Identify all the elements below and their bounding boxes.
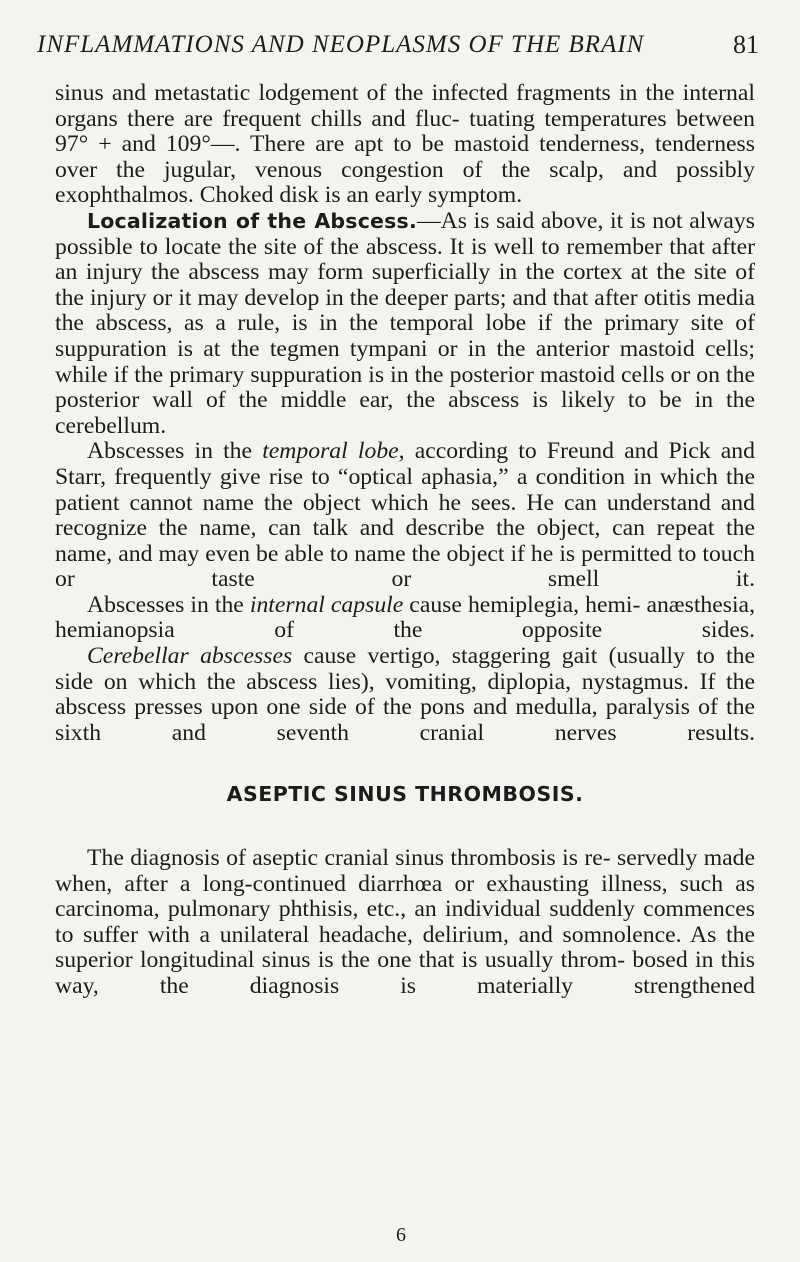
- paragraph-aseptic-thrombosis: The diagnosis of aseptic cranial sinus thrombosis is re- servedly made when, after a long-continued diarrhœa or exhausting illness, such as carcinoma, pulmonary phthisis, etc., an individual suddenly commences to suffer with a unilateral headache, delirium, and somnolence. As the superior longitudinal sinus is the one that is usually throm- bosed in this way, the diagnosis is materially strengthened: [55, 845, 755, 999]
- side-heading: Localization of the Abscess.: [87, 208, 417, 233]
- paragraph-text: —As is said above, it is not always possible to locate the site of the abscess. It is well to remember that after an injury the abscess may form superficially in the cortex at the site of the injury or it may develop in the deeper parts; and that after otitis media the abscess, as a rule, is in the temporal lobe if the primary site of suppuration is at the tegmen tympani or in the anterior mastoid cells; while if the primary suppuration is in the posterior mastoid cells or on the posterior wall of the middle ear, the abscess is likely to be in the cerebellum.: [55, 207, 755, 439]
- italic-term: internal capsule: [249, 591, 404, 618]
- italic-term: Cerebellar abscesses: [87, 643, 293, 670]
- body-text: [55, 81, 755, 1000]
- signature-mark: 6: [396, 1224, 406, 1246]
- paragraph-internal-capsule: [55, 593, 755, 644]
- paragraph-text: cause hemiplegia, hemi- anæsthesia, hemianopsia of the opposite sides.: [55, 591, 755, 644]
- paragraph-continuation: sinus and metastatic lodgement of the infected fragments in the internal organs there are frequent chills and fluc- tuating temperatures between 97° + and 109°—. There are apt to be mastoid tenderness, tenderness over the jugular, venous congestion of the scalp, and possibly exophthalmos. Choked disk is an early symptom.: [55, 80, 755, 209]
- paragraph-cerebellar: [55, 644, 755, 746]
- page-number: 81: [733, 30, 759, 59]
- paragraph-text: Abscesses in the: [87, 591, 250, 618]
- paragraph-text: according to Freund and Pick and Starr, frequently give rise to “optical aphasia,” a condition in which the patient cannot name the object which he sees. He can understand and recognize the name, can talk and describe the object, can repeat the name, and may even be able to name the object if he is permitted to touch or taste or smell it.: [55, 438, 755, 593]
- paragraph-localization: [55, 209, 755, 439]
- paragraph-temporal-lobe: [55, 439, 755, 593]
- italic-term: temporal lobe,: [262, 438, 405, 465]
- paragraph-text: Abscesses in the: [87, 438, 263, 465]
- running-head: INFLAMMATIONS AND NEOPLASMS OF THE BRAIN: [37, 31, 645, 58]
- paragraph-text: cause vertigo, staggering gait (usually to the side on which the abscess lies), vomiting, diplopia, nystagmus. If the abscess presses upon one side of the pons and medulla, paralysis of the sixth and seventh cranial nerves results.: [55, 643, 755, 746]
- section-heading: ASEPTIC SINUS THROMBOSIS.: [226, 782, 584, 807]
